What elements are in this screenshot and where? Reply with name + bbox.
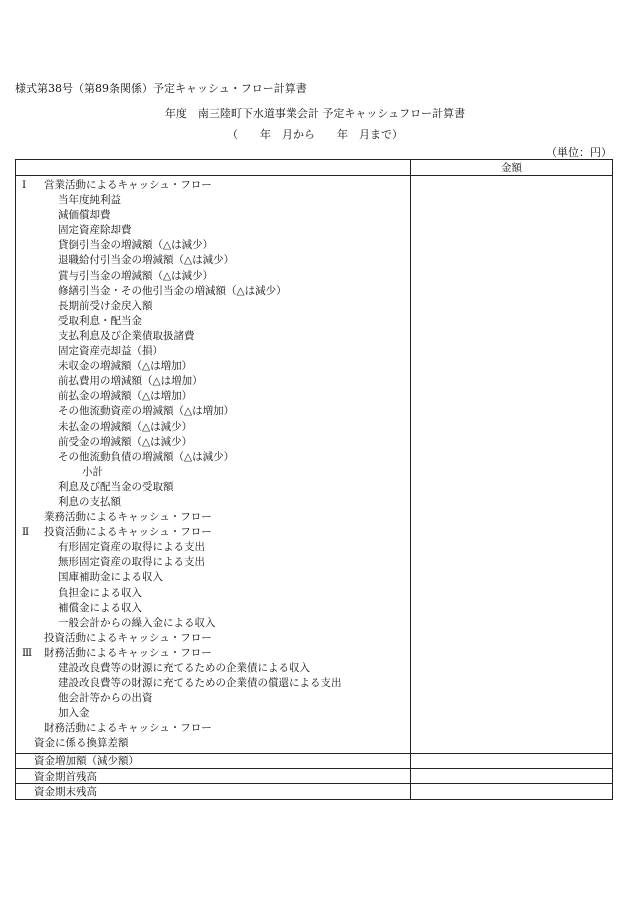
table-row — [16, 178, 410, 193]
table-row — [16, 253, 410, 268]
row-label: 他会計等からの出資 — [58, 692, 153, 705]
table-row — [16, 269, 410, 284]
row-label: 建設改良費等の財源に充てるための企業債による収入 — [58, 662, 310, 674]
table-row — [16, 404, 410, 419]
row-label: 長期前受け金戻入額 — [58, 299, 153, 312]
table-row — [16, 284, 410, 299]
table-row — [16, 238, 410, 253]
row-label: 国庫補助金による収入 — [58, 571, 163, 584]
row-label: 固定資産売却益（損） — [58, 345, 163, 358]
header-label-cell — [16, 160, 411, 175]
row-label: 前払費用の増減額（△は増加） — [58, 375, 203, 388]
table-row — [16, 601, 410, 616]
table-row — [16, 570, 410, 585]
table-row — [16, 344, 410, 359]
summary-label: 資金期首残高 — [16, 769, 411, 783]
row-label: 業務活動によるキャッシュ・フロー — [44, 511, 212, 524]
section-number: Ⅰ — [22, 179, 27, 191]
row-label: 減価償却費 — [58, 209, 111, 222]
table-row — [16, 420, 410, 435]
row-label: その他流動負債の増減額（△は減少） — [58, 450, 235, 463]
form-number: 様式第38号（第89条関係）予定キャッシュ・フロー計算書 — [15, 82, 307, 95]
table-row — [16, 329, 410, 344]
table-row — [16, 555, 410, 570]
row-label: 固定資産除却費 — [58, 224, 132, 237]
table-row — [16, 450, 410, 465]
cashflow-table — [15, 159, 613, 800]
summary-amount — [411, 784, 612, 799]
table-row — [16, 631, 410, 646]
row-label: 利息及び配当金の受取額 — [58, 480, 174, 493]
section-number: Ⅲ — [22, 646, 33, 659]
row-label: 加入金 — [58, 707, 90, 720]
row-label: 投資活動によるキャッシュ・フロー — [44, 526, 212, 539]
unit-label: （単位：円） — [546, 146, 612, 159]
period-line: （ 年 月から 年 月まで） — [227, 128, 403, 141]
table-row — [16, 540, 410, 555]
summary-label: 資金期末残高 — [16, 784, 411, 799]
table-row — [16, 208, 410, 223]
table-body — [16, 176, 612, 754]
table-row — [16, 646, 410, 661]
table-row — [16, 314, 410, 329]
table-row — [16, 223, 410, 238]
summary-row — [16, 784, 612, 799]
row-label: 前払金の増減額（△は増加） — [58, 390, 193, 403]
row-label: 有形固定資産の取得による支出 — [58, 541, 205, 554]
row-label: 未払金の増減額（△は減少） — [58, 420, 193, 433]
row-label: 財務活動によるキャッシュ・フロー — [44, 722, 212, 735]
summary-row — [16, 769, 612, 784]
amount-column-header: 金額 — [501, 162, 522, 174]
table-header-row — [16, 160, 612, 176]
table-row — [16, 691, 410, 706]
amount-column — [411, 176, 612, 753]
row-label: 建設改良費等の財源に充てるための企業債の償還による支出 — [58, 677, 342, 690]
table-footer — [16, 754, 612, 800]
table-row — [16, 706, 410, 721]
row-label: 未収金の増減額（△は増加） — [58, 360, 193, 373]
table-row — [16, 299, 410, 314]
table-row — [16, 374, 410, 389]
table-row — [16, 510, 410, 525]
row-label: 利息の支払額 — [58, 495, 121, 508]
table-row — [16, 193, 410, 208]
row-label: 支払利息及び企業債取扱諸費 — [58, 329, 195, 342]
row-label: 無形固定資産の取得による支出 — [58, 556, 205, 569]
row-label: 修繕引当金・その他引当金の増減額（△は減少） — [58, 284, 287, 297]
row-label: 補償金による収入 — [58, 601, 142, 614]
table-row — [16, 736, 410, 751]
table-row — [16, 661, 410, 676]
summary-row — [16, 754, 612, 769]
table-row — [16, 359, 410, 374]
row-label: 受取利息・配当金 — [58, 314, 142, 327]
row-label: その他流動資産の増減額（△は増加） — [58, 405, 235, 418]
row-label: 資金に係る換算差額 — [34, 737, 129, 750]
row-label: 財務活動によるキャッシュ・フロー — [44, 646, 212, 659]
table-row — [16, 480, 410, 495]
summary-label: 資金増加額（減少額） — [16, 754, 411, 768]
row-label: 営業活動によるキャッシュ・フロー — [44, 179, 212, 191]
row-label: 一般会計からの繰入金による収入 — [58, 616, 216, 629]
row-label: 小計 — [82, 465, 103, 478]
table-row — [16, 676, 410, 691]
row-label: 貸倒引当金の増減額（△は減少） — [58, 239, 214, 252]
summary-amount — [411, 769, 612, 783]
row-label: 投資活動によるキャッシュ・フロー — [44, 631, 212, 644]
row-label: 負担金による収入 — [58, 586, 142, 599]
document-title: 年度 南三陸町下水道事業会計 予定キャッシュフロー計算書 — [164, 107, 466, 120]
row-label: 賞与引当金の増減額（△は減少） — [58, 269, 214, 282]
row-label: 退職給付引当金の増減額（△は減少） — [58, 254, 235, 267]
table-row — [16, 721, 410, 736]
table-row — [16, 586, 410, 601]
table-row — [16, 465, 410, 480]
section-number: Ⅱ — [22, 526, 30, 539]
summary-amount — [411, 754, 612, 768]
table-row — [16, 435, 410, 450]
item-labels-column — [16, 176, 411, 753]
table-row — [16, 525, 410, 540]
table-row — [16, 495, 410, 510]
table-row — [16, 616, 410, 631]
table-row — [16, 389, 410, 404]
row-label: 前受金の増減額（△は減少） — [58, 435, 193, 448]
row-label: 当年度純利益 — [58, 194, 121, 207]
